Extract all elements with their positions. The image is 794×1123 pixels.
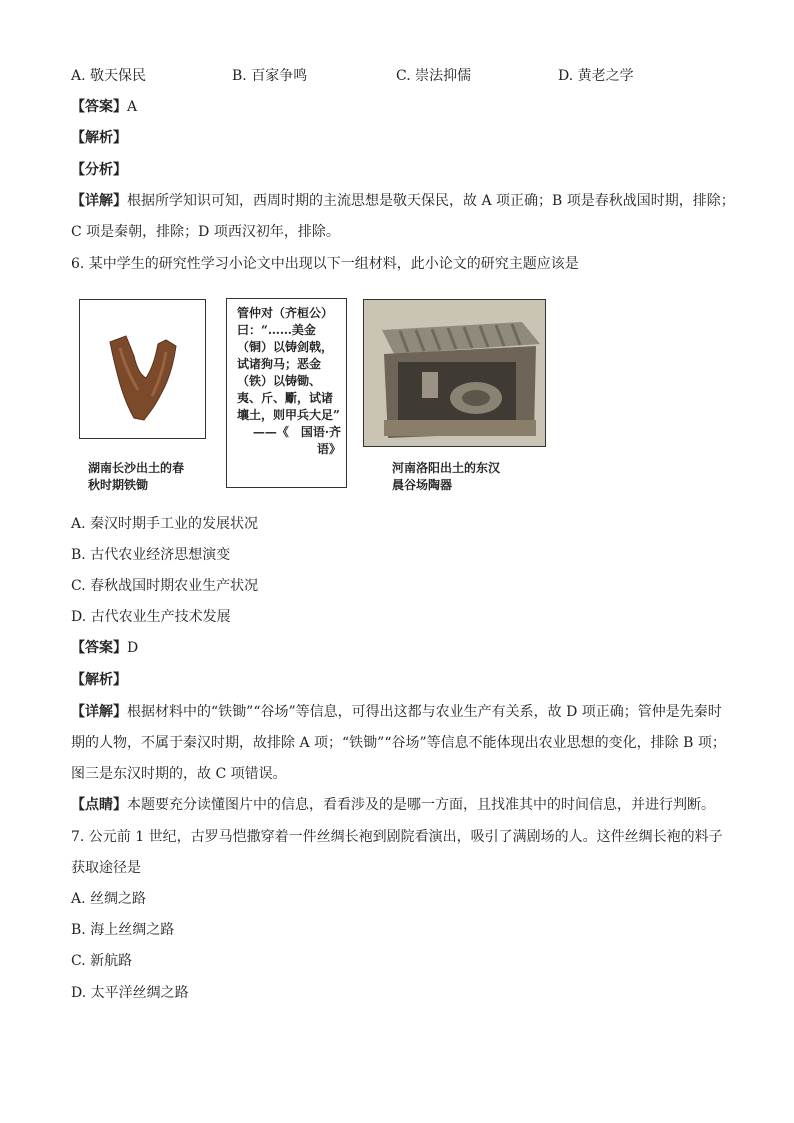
- q5-fenxi-tag: 【分析】: [71, 162, 127, 178]
- q6-point: 【点睛】本题要充分读懂图片中的信息，看看涉及的是哪一方面，且找准其中的时间信息，并进行判断。: [71, 797, 715, 813]
- q7-stem-line2: 获取途径是: [71, 860, 141, 876]
- iron-hoe-photo: [79, 299, 206, 439]
- q7-option-d: D. 太平洋丝绸之路: [71, 985, 189, 1001]
- q7-stem-line1: 7. 公元前 1 世纪，古罗马恺撒穿着一件丝绸长袍到剧院看演出，吸引了满剧场的人。这件丝绸长袍的料子: [71, 829, 723, 845]
- q6-detail-line2: 期的人物，不属于秦汉时期，故排除 A 项；“铁锄”“谷场”等信息不能体现出农业思想的变化，排除 B 项；: [71, 735, 726, 751]
- q6-stem: 6. 某中学生的研究性学习小论文中出现以下一组材料，此小论文的研究主题应该是: [71, 256, 579, 272]
- q5-options-row: [71, 66, 731, 86]
- caption-iron-hoe: 湖南长沙出土的春 秋时期铁锄: [88, 461, 185, 492]
- q7-option-a: A. 丝绸之路: [71, 891, 147, 907]
- q5-detail-line1: 【详解】根据所学知识可知，西周时期的主流思想是敬天保民，故 A 项正确；B 项是春秋战国时期，排除；: [71, 193, 735, 209]
- pottery-threshing-floor-photo: [363, 299, 546, 447]
- q6-option-c: C. 春秋战国时期农业生产状况: [71, 578, 259, 594]
- q6-option-b: B. 古代农业经济思想演变: [71, 547, 231, 563]
- guoyu-quote-source: ——《 国语·齐语》: [252, 425, 341, 456]
- q5-option-b: B. 百家争鸣: [232, 68, 308, 84]
- q5-detail-line2: C 项是秦朝，排除；D 项西汉初年，排除。: [71, 224, 340, 240]
- q5-analysis-tag: 【解析】: [71, 130, 127, 146]
- q6-detail-line1: 【详解】根据材料中的“铁锄”“谷场”等信息，可得出这都与农业生产有关系，故 D 项正确；管仲是先秦时: [71, 704, 722, 720]
- q6-answer: 【答案】D: [71, 640, 139, 656]
- q7-option-c: C. 新航路: [71, 953, 133, 969]
- q5-option-a: A. 敬天保民: [71, 68, 147, 84]
- q7-option-b: B. 海上丝绸之路: [71, 922, 175, 938]
- q5-option-d: D. 黄老之学: [558, 68, 634, 84]
- guoyu-quote-text: 管仲对（齐桓公）曰：“……美金（铜）以铸剑戟，试诸狗马；恶金（铁）以铸锄、夷、斤、斸，试诸壤土，则甲兵大足” ——《 国语·齐语》: [237, 306, 341, 456]
- q5-answer: 【答案】A: [71, 99, 138, 115]
- q6-analysis-tag: 【解析】: [71, 672, 127, 688]
- q6-option-a: A. 秦汉时期手工业的发展状况: [71, 516, 259, 532]
- q6-option-d: D. 古代农业生产技术发展: [71, 609, 231, 625]
- guoyu-quote-box: [226, 298, 347, 488]
- caption-pottery: 河南洛阳出土的东汉 晨谷场陶器: [392, 461, 501, 492]
- q5-option-c: C. 崇法抑儒: [396, 68, 472, 84]
- q6-detail-line3: 图三是东汉时期的，故 C 项错误。: [71, 766, 287, 782]
